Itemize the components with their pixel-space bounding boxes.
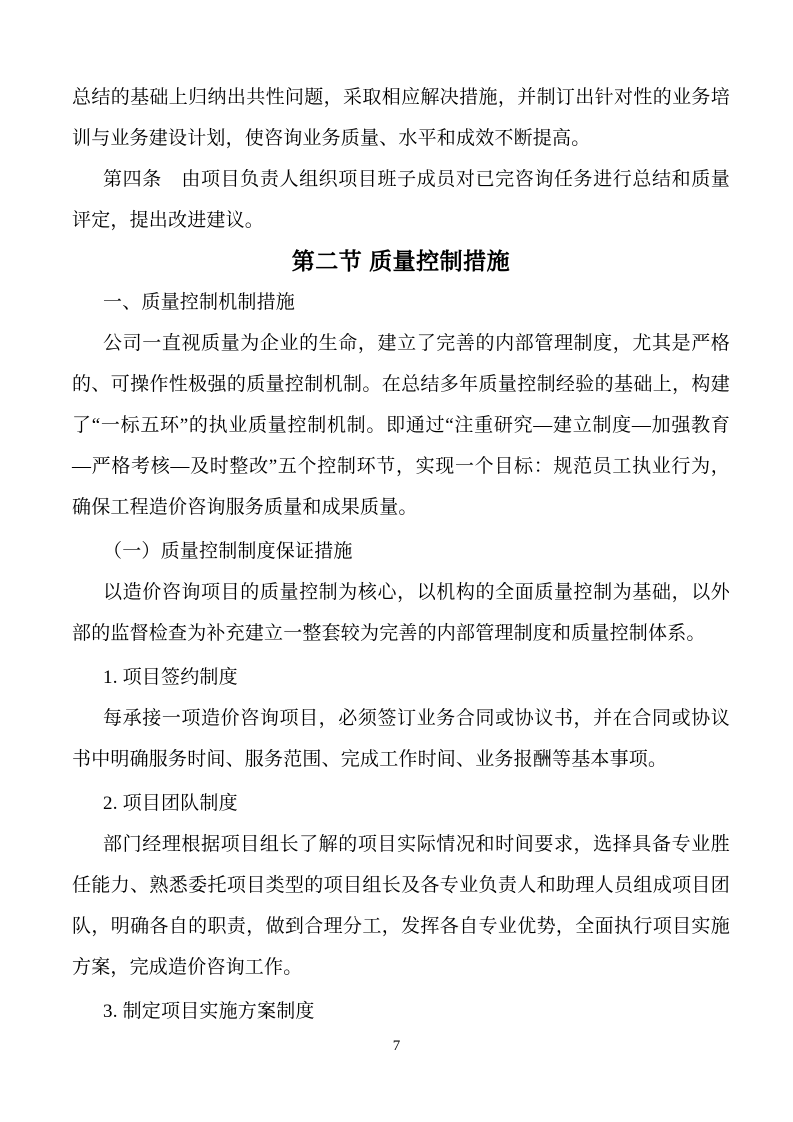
section-heading: 第二节 质量控制措施 — [291, 248, 511, 274]
paragraph-continuation: 总结的基础上归纳出共性问题，采取相应解决措施，并制订出针对性的业务培训与业务建设计划，使咨询业务质量、水平和成效不断提高。 — [72, 87, 730, 149]
page-number: 7 — [392, 1038, 401, 1054]
list-heading-1: 一、质量控制机制措施 — [103, 292, 296, 313]
paragraph-system-overview: 以造价咨询项目的质量控制为核心，以机构的全面质量控制为基础，以外部的监督检查为补充建立一整套较为完善的内部管理制度和质量控制体系。 — [72, 582, 730, 644]
paragraph-team-system: 部门经理根据项目组长了解的项目实际情况和时间要求，选择具备专业胜任能力、熟悉委托项目类型的项目组长及各专业负责人和助理人员组成项目团队，明确各自的职责，做到合理分工，发挥各自专业优势，全面执行项目实施方案，完成造价咨询工作。 — [72, 834, 730, 978]
paragraph-contract-system: 每承接一项造价咨询项目，必须签订业务合同或协议书，并在合同或协议书中明确服务时间、服务范围、完成工作时间、业务报酬等基本事项。 — [72, 708, 730, 770]
paragraph-article-4: 第四条 由项目负责人组织项目班子成员对已完咨询任务进行总结和质量评定，提出改进建议。 — [72, 169, 730, 231]
numbered-heading-2: 2. 项目团队制度 — [103, 793, 238, 814]
numbered-heading-1: 1. 项目签约制度 — [103, 667, 238, 688]
numbered-heading-3: 3. 制定项目实施方案制度 — [103, 1001, 315, 1022]
paragraph-mechanism: 公司一直视质量为企业的生命，建立了完善的内部管理制度，尤其是严格的、可操作性极强的质量控制机制。在总结多年质量控制经验的基础上，构建了“一标五环”的执业质量控制机制。即通过“注重研究—建立制度—加强教育—严格考核—及时整改”五个控制环节，实现一个目标：规范员工执业行为，确保工程造价咨询服务质量和成果质量。 — [72, 333, 730, 518]
list-heading-1-1: （一）质量控制制度保证措施 — [103, 541, 353, 562]
